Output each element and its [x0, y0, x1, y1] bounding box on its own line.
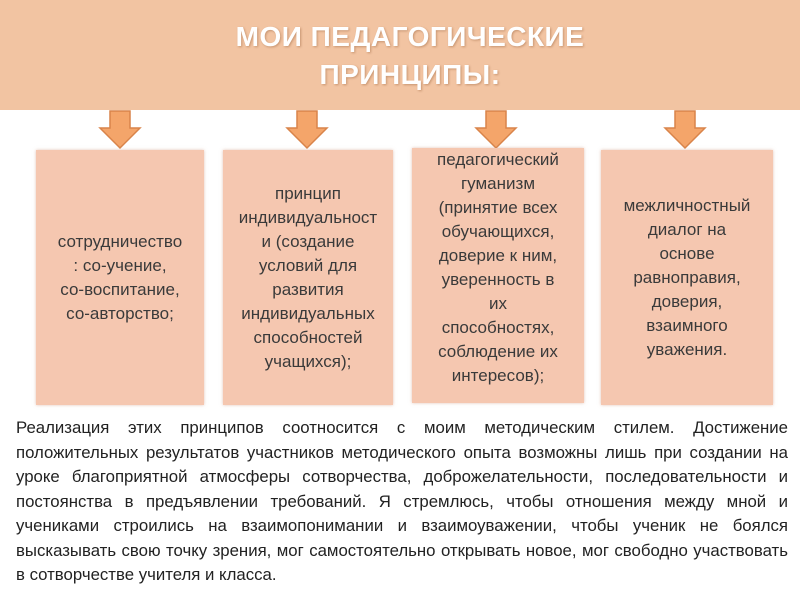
- principle-text-line: их: [489, 294, 507, 313]
- principle-text-line: уверенность в: [441, 270, 555, 289]
- principle-box-dialogue: [601, 150, 773, 405]
- principle-box-humanism: [412, 148, 584, 403]
- principle-text-line: обучающихся,: [441, 222, 555, 241]
- principle-text-line: учащихся);: [264, 351, 352, 371]
- principle-text-line: индивидуальност: [238, 207, 378, 227]
- principle-text-line: основе: [659, 243, 715, 263]
- principle-text-line: интересов);: [451, 366, 545, 385]
- principle-box-individuality: [223, 150, 393, 405]
- principle-text-line: со-воспитание,: [60, 279, 180, 299]
- principle-text-line: способностях,: [441, 318, 555, 337]
- principle-text-line: доверие к ним,: [438, 246, 558, 265]
- principle-text-line: равноправия,: [633, 267, 741, 287]
- down-arrow-icon: [474, 110, 518, 150]
- principle-text-line: способностей: [253, 327, 363, 347]
- principle-text-line: диалог на: [647, 219, 727, 239]
- down-arrow-icon: [663, 110, 707, 150]
- principle-text-line: (принятие всех: [438, 198, 558, 217]
- title-banner: [0, 0, 800, 110]
- principle-text-line: гуманизм: [460, 174, 536, 193]
- principle-text-line: принцип: [275, 183, 341, 203]
- principle-text-line: сотрудничество: [57, 231, 183, 251]
- principle-text-line: соблюдение их: [438, 342, 558, 361]
- down-arrow-icon: [98, 110, 142, 150]
- description-paragraph: Реализация этих принципов соотносится с моим методическим стилем. Достижение положительных результатов участников методического опыта возможны лишь при создании на уроке благоприятной атмосферы сотворчества, доброжелательности, последовательности и постоянства в предъявлении требований. Я стремлюсь, чтобы отношения между мной и учениками строились на взаимопонимании и взаимоуважении, чтобы ученик не боялся высказывать свою точку зрения, мог самостоятельно открывать новое, мог свободно участвовать в сотворчестве учителя и класса.: [16, 418, 788, 584]
- page-title-line-1: МОИ ПЕДАГОГИЧЕСКИЕ: [235, 21, 585, 52]
- principle-text-line: взаимного: [646, 315, 728, 335]
- page-title-line-2: ПРИНЦИПЫ:: [319, 59, 501, 90]
- principle-text-line: со-авторство;: [66, 303, 174, 323]
- principle-text-line: : со-учение,: [73, 255, 167, 275]
- principle-text-line: доверия,: [651, 291, 723, 311]
- principle-text-line: педагогический: [437, 150, 559, 169]
- principle-text-line: индивидуальных: [241, 303, 375, 323]
- down-arrow-icon: [285, 110, 329, 150]
- principle-text-line: и (создание: [261, 231, 355, 251]
- principle-text-line: межличностный: [623, 195, 751, 215]
- principle-box-cooperation: [36, 150, 204, 405]
- principle-text-line: развития: [272, 279, 344, 299]
- page-title: [0, 18, 800, 94]
- principle-text-line: уважения.: [646, 339, 728, 359]
- principle-text-line: условий для: [258, 255, 358, 275]
